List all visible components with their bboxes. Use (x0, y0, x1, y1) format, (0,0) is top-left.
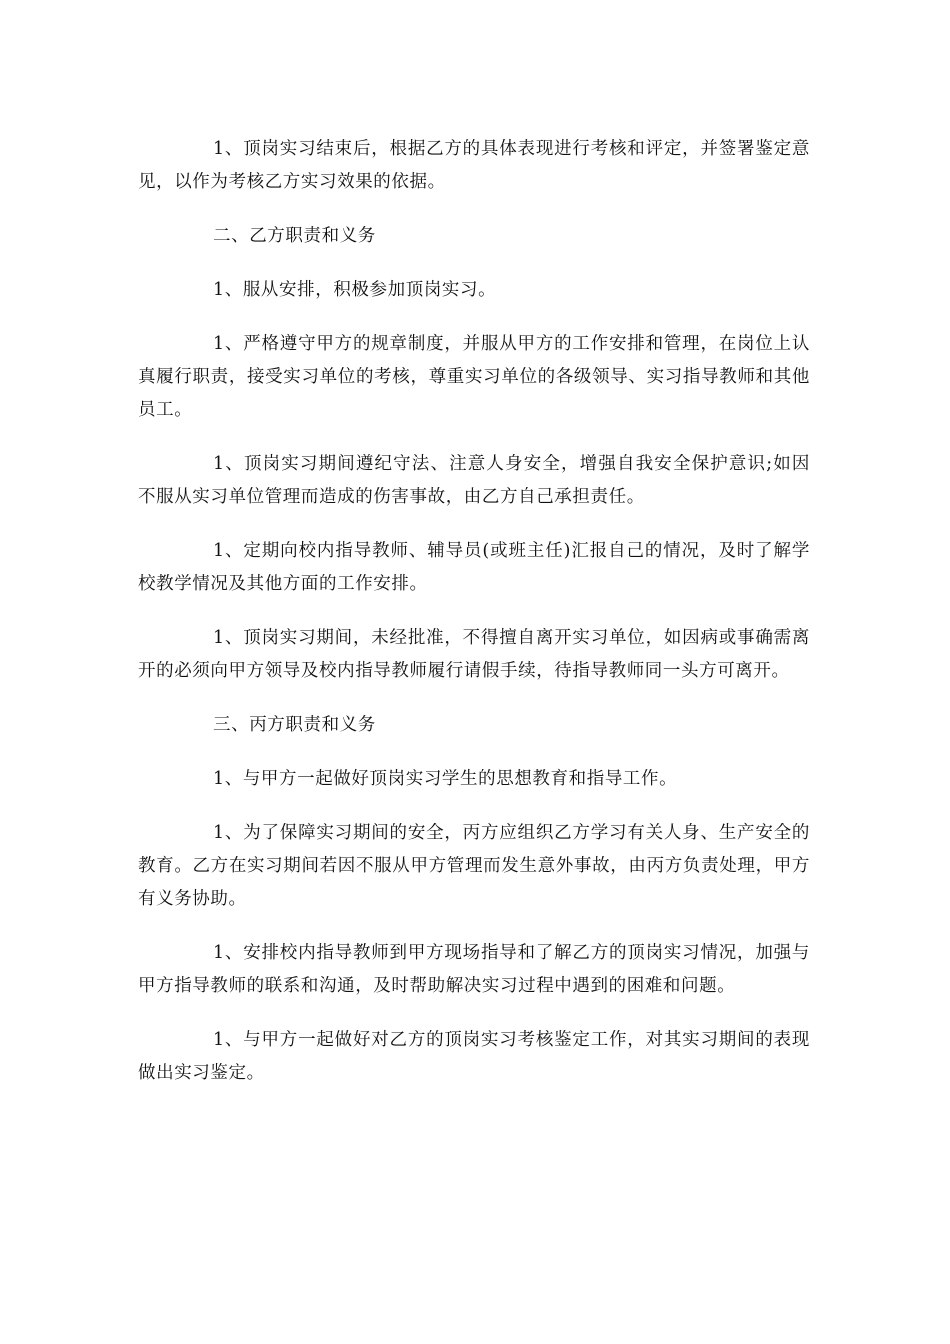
paragraph-assessment: 1、顶岗实习结束后，根据乙方的具体表现进行考核和评定，并签署鉴定意见，以作为考核乙方实习效果的依据。 (138, 139, 810, 192)
document-body (138, 133, 810, 1111)
paragraph-follow-rules: 1、严格遵守甲方的规章制度，并服从甲方的工作安排和管理，在岗位上认真履行职责，接受实习单位的考核，尊重实习单位的各级领导、实习指导教师和其他员工。 (138, 334, 810, 420)
section-heading-party-b: 二、乙方职责和义务 (213, 226, 376, 246)
paragraph-safety-education: 1、为了保障实习期间的安全，丙方应组织乙方学习有关人身、生产安全的教育。乙方在实习期间若因不服从甲方管理而发生意外事故，由丙方负责处理，甲方有义务协助。 (138, 823, 810, 909)
section-heading-party-c: 三、丙方职责和义务 (213, 715, 376, 735)
paragraph-report: 1、定期向校内指导教师、辅导员(或班主任)汇报自己的情况，及时了解学校教学情况及其他方面的工作安排。 (138, 541, 810, 594)
paragraph-evaluation: 1、与甲方一起做好对乙方的顶岗实习考核鉴定工作，对其实习期间的表现做出实习鉴定。 (138, 1030, 810, 1083)
paragraph-obey-arrangement: 1、服从安排，积极参加顶岗实习。 (213, 280, 497, 300)
paragraph-safety: 1、顶岗实习期间遵纪守法、注意人身安全，增强自我安全保护意识;如因不服从实习单位管理而造成的伤害事故，由乙方自己承担责任。 (138, 454, 810, 507)
paragraph-education: 1、与甲方一起做好顶岗实习学生的思想教育和指导工作。 (213, 769, 678, 789)
paragraph-leave-request: 1、顶岗实习期间，未经批准，不得擅自离开实习单位，如因病或事确需离开的必须向甲方领导及校内指导教师履行请假手续，待指导教师同一头方可离开。 (138, 628, 810, 681)
paragraph-guidance: 1、安排校内指导教师到甲方现场指导和了解乙方的顶岗实习情况，加强与甲方指导教师的联系和沟通，及时帮助解决实习过程中遇到的困难和问题。 (138, 943, 810, 996)
